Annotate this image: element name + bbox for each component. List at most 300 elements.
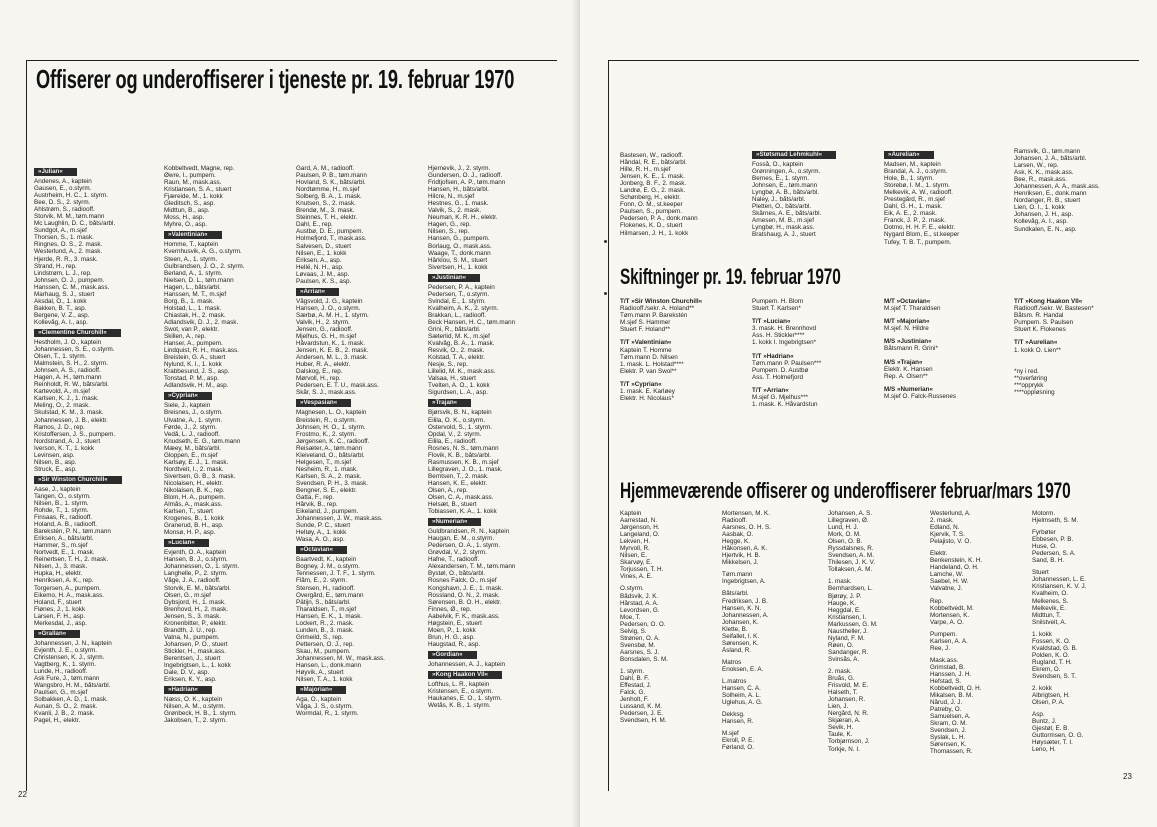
crew-entry: Pagel, H., elektr. xyxy=(34,717,81,725)
crew-entry: Pedersen, P. A., donk.mann xyxy=(620,215,698,223)
crew-entry: Jakobsen, T., 2. styrm. xyxy=(164,717,227,725)
crew-entry: Brun, H. G., asp. xyxy=(428,633,475,641)
crew-entry: Barekstén, P. N., tøm.mann xyxy=(34,528,111,536)
crew-entry: Moss, H., asp. xyxy=(164,214,205,222)
crew-entry: Torgersen, A., pumpem. xyxy=(34,584,101,592)
crew-entry: Fosså, O., kaptein xyxy=(752,161,804,168)
crew-entry: Strønen, O. A. xyxy=(620,634,660,642)
crew-entry: Rosnes Falck, O., m.sjef xyxy=(428,577,497,585)
crew-entry: Grøvdal, V., 2. styrm. xyxy=(428,549,487,557)
crew-entry: Bernhardsen, L. xyxy=(828,585,873,593)
ship-name-banner: »Kong Haakon VII« xyxy=(428,671,502,679)
crew-entry: Stuert xyxy=(1032,569,1049,577)
ship-name-banner: »Clementine Churchill« xyxy=(34,329,121,337)
crew-entry: Finsaas, R., radiooff. xyxy=(34,514,92,522)
crew-entry: Eriksen, A., asp. xyxy=(296,256,342,264)
crew-entry: Hole, B., 1. styrm. xyxy=(884,175,935,183)
crew-entry: Grønbeck, H. B., 1. styrm. xyxy=(164,710,237,718)
crew-entry: Hansen, K. N. xyxy=(722,604,762,612)
crew-entry: Bee, D. S., 2. styrm. xyxy=(34,199,91,207)
crew-entry: Tennessen, J. T. F., 1. styrm. xyxy=(296,570,376,578)
ship-name-banner: »Sir Winston Churchill« xyxy=(34,476,122,484)
crew-entry: Levinsen, asp. xyxy=(34,451,75,459)
crew-entry: Hanssen, M. T., m.sjef xyxy=(164,290,227,298)
crew-entry: Olsen, P. A. xyxy=(1032,699,1065,707)
crew-entry: Hellé, N. H., asp. xyxy=(296,263,344,271)
crew-entry: Kristoffersen, J. S., pumpem. xyxy=(34,430,116,438)
crew-entry: M.sjef O. Falck-Russenes xyxy=(884,392,957,400)
ship-heading: T/T »Sir Winston Churchill« xyxy=(620,298,703,305)
crew-entry: Kvalvåg, B. A., 1. mask. xyxy=(428,340,495,348)
crew-entry: Mork, O. M. xyxy=(828,531,861,539)
crew-entry: 1. kokk xyxy=(1032,630,1052,638)
crew-entry: Kobbeltvedt, O. H. xyxy=(930,685,982,693)
home-column-1 xyxy=(620,510,720,724)
crew-entry: Karlsen, A. A. xyxy=(930,637,968,645)
ship-name-banner: »Cyprian« xyxy=(164,392,212,400)
crew-entry: Benkenstein, K. H. xyxy=(930,557,983,565)
crew-entry: Bengner, S. E., elektr. xyxy=(296,486,357,494)
crew-entry: **overføring xyxy=(1014,374,1048,382)
crew-entry: Hagen, A. H., tøm.mann xyxy=(34,374,102,382)
crew-entry: Johannessen, J. B., elektr. xyxy=(34,416,108,424)
crew-entry: Ryssdalsnes, R. xyxy=(828,545,874,553)
crew-entry: Ramos, J. D., rep. xyxy=(34,423,85,431)
crew-entry: Aksdal, O., 1. kokk xyxy=(34,297,87,305)
crew-entry: Hagen, L., båts/arbl. xyxy=(164,283,221,291)
crew-entry: Lillelid, M. K., mask.ass. xyxy=(428,368,496,376)
crew-entry: Finnes, Ø., rep. xyxy=(428,605,472,613)
crew-entry: Aarrestad, N. xyxy=(620,517,658,525)
crew-entry: Nicolaisen, H., elektr. xyxy=(164,479,224,487)
crew-entry: Nilsen, B., asp. xyxy=(34,458,77,466)
crew-entry: M.sjef S. Hammer xyxy=(620,319,671,327)
crew-entry: Andersen, M. L., 3. mask. xyxy=(296,354,368,362)
ship-heading: T/T »Hadrian« xyxy=(752,352,794,360)
crew-entry: Solheim, A. L. xyxy=(722,692,761,700)
crew-entry: Nordstrand, A. J., stuert xyxy=(34,437,101,445)
crew-entry: Ingebrigtsen, A. xyxy=(722,578,766,586)
crew-entry: Hammer, S., m.sjef xyxy=(34,542,88,550)
crew-entry: Tollaksen, A. M. xyxy=(828,566,873,574)
crew-entry: Nilsen, E. xyxy=(620,552,647,560)
crew-entry: Halseth, T. xyxy=(828,689,858,697)
crew-entry: Svendsen, J. xyxy=(930,727,967,735)
crew-entry: Våge, J. A., radiooff. xyxy=(164,577,221,585)
crew-entry: Johannessen, M. W., mask.ass. xyxy=(296,655,385,662)
crew-entry: Rossland, O. N., 2. mask. xyxy=(428,591,500,599)
crew-entry: Bjørøy, J. P. xyxy=(828,592,862,600)
crew-entry: Tøm.mann P. Barekstén xyxy=(620,312,688,320)
crew-entry: Mikkelsen, J. xyxy=(722,559,759,567)
crew-entry: Valvatne, J. xyxy=(930,585,963,593)
crew-entry: Tøm.mann xyxy=(722,571,753,579)
crew-entry: Rugland, T. H. xyxy=(1032,658,1072,666)
crew-entry: Bådsvik, J. K. xyxy=(620,592,659,600)
crew-entry: Effestad, J. xyxy=(620,682,652,690)
crew-entry: Kobbeltvedt, Magne, rep. xyxy=(164,165,235,172)
crew-entry: Olsen, G., m.sjef xyxy=(164,591,211,599)
crew-entry: Brendø, M., 3. mask. xyxy=(296,207,355,215)
crew-entry: Nordanger, R. B., stuert xyxy=(1014,197,1081,205)
crew-entry: Eriksen, K. Y., asp. xyxy=(164,676,217,684)
crew-entry: Moe, T. xyxy=(620,613,641,621)
crew-entry: Midttun, T. xyxy=(1032,611,1061,619)
crew-entry: Sivertsen, G. B., 3. mask. xyxy=(164,472,236,480)
crew-entry: Lofthus, L. R., kaptein xyxy=(428,681,490,688)
crew-entry: Bystøl, O., båts/arbl. xyxy=(428,570,486,578)
crew-entry: Nylund, K. I., 1. kokk xyxy=(164,361,222,369)
crew-entry: 1. styrm. xyxy=(620,667,645,675)
crew-entry: Tangen, O., o.styrm. xyxy=(34,492,91,500)
ship-heading: M/S »Trajan« xyxy=(884,358,923,366)
crew-entry: Lekven, H. xyxy=(620,538,651,546)
crew-entry: Polden, K. O. xyxy=(1032,651,1070,659)
crew-entry: Bee, R., mask.ass. xyxy=(1014,176,1067,184)
crew-entry: Høyvik, A., stuert xyxy=(296,669,344,677)
crew-entry: Monsø, H. P., asp. xyxy=(164,529,216,537)
crew-entry: Thorsen, S., 1. mask. xyxy=(34,234,94,242)
crew-entry: Solberg, B. A., 1. mask. xyxy=(296,193,362,201)
crew-entry: Svendsen, S. T. xyxy=(1032,672,1076,680)
crew-entry: 1. mask. K. Håvardstun xyxy=(752,401,818,409)
crew-entry: Jensen, G., radiooff. xyxy=(296,325,353,333)
crew-entry: Nergård, N. R. xyxy=(828,710,869,718)
crew-entry: Helsæt, B., stuert xyxy=(428,501,477,509)
crew-entry: Ulvatne, A., 1. styrm. xyxy=(164,416,223,424)
ship-name-banner: »Grallan« xyxy=(34,630,80,638)
crew-entry: Karlsen, T., stuert xyxy=(164,508,213,516)
crew-entry: Håvardstun, K., 1. mask. xyxy=(296,340,365,348)
crew-entry: Holand, F., stuert xyxy=(34,598,82,606)
crew-entry: 2. kokk xyxy=(1032,685,1052,693)
crew-entry: Resvik, O., 2. mask. xyxy=(428,347,485,355)
crew-entry: Rep. xyxy=(930,597,944,605)
crew-entry: Selvig, S. xyxy=(620,627,647,635)
crew-entry: Nårud, J. J. xyxy=(930,699,963,707)
crew-entry: Aase, J., kaptein xyxy=(34,485,81,493)
crew-entry: Raun, M., mask.ass. xyxy=(164,179,222,187)
crew-entry: Snilstveit, A. xyxy=(1032,618,1067,626)
crew-entry: Grimstad, B. xyxy=(930,663,965,671)
crew-entry: Breistein, G. A., stuert xyxy=(164,354,226,362)
home-column-3 xyxy=(828,510,928,753)
crew-entry: Åsland, R. xyxy=(722,646,752,654)
crew-entry: Hupka, H., elektr. xyxy=(34,570,83,578)
crew-entry: Frostmo, K., 2. styrm. xyxy=(296,430,357,438)
crew-entry: Bergene, V. Z., asp. xyxy=(34,311,90,319)
crew-entry: Westerlund, A. xyxy=(930,510,971,517)
crew-entry: Lillegraven, J. O., 1. mask. xyxy=(428,465,503,473)
crew-entry: Levordsen, G. xyxy=(620,606,660,614)
crew-entry: M.sjef. N. Hildre xyxy=(884,325,929,333)
crew-entry: Solbakken, A. D., 1. mask. xyxy=(34,696,108,704)
crew-entry: Fyrbøter xyxy=(1032,529,1056,537)
crew-entry: Kobbeltvedt, M. xyxy=(930,604,974,612)
ship-name-banner: »Aurelian« xyxy=(884,151,934,159)
crew-entry: Westerlund, A., 2. mask. xyxy=(34,248,103,256)
ship-name-banner: »Trajan« xyxy=(428,399,471,407)
crew-entry: Knutsen, S., 2. mask. xyxy=(296,200,356,208)
crew-entry: Knudseth, E. G., tøm.mann xyxy=(164,437,241,445)
crew-entry: Øwre, I., pumpem. xyxy=(164,172,216,180)
crew-entry: Sørensen, K. xyxy=(722,639,759,647)
crew-entry: Rep. A. Olsen** xyxy=(884,372,928,380)
crew-entry: Patreby, O. xyxy=(930,706,962,714)
crew-entry: Grimeild, S., rep. xyxy=(296,633,344,641)
crew-entry: Hansen, B. J., o.styrm. xyxy=(164,556,228,564)
crew-entry: Svensbø, M. xyxy=(620,641,656,649)
crew-entry: Kvernhusvik, A. G., o.styrm. xyxy=(164,248,242,256)
crew-entry: Lyngbø, A. B., båts/arbl. xyxy=(752,189,819,197)
crew-entry: Nilsen, B., 1. styrm. xyxy=(34,499,89,507)
crew-entry: Håkonsen, A. K. xyxy=(722,545,768,553)
crew-entry: Nilsen, E., 1. kokk xyxy=(296,249,347,257)
crew-entry: Reinertsen, T. H., 2. mask. xyxy=(34,556,109,564)
crew-entry: Kristiansen, S. A., stuert xyxy=(164,186,232,194)
ship-name-banner: »Lucian« xyxy=(164,539,209,547)
crew-entry: Alexandersen, T. M., tøm.mann xyxy=(428,563,516,571)
crew-entry: Lillegraven, Ø. xyxy=(828,517,869,525)
ship-name-banner: »Støtsmad Lehmkuhl« xyxy=(752,151,836,159)
crew-entry: 1. mask. xyxy=(828,578,852,586)
ship-name-banner: »Octavian« xyxy=(296,546,347,554)
crew-entry: Merkesdal, J., asp. xyxy=(34,619,87,627)
crew-entry: Homme, T., kaptein xyxy=(164,241,219,249)
crew-entry: Vågsvold, J. G., kaptein xyxy=(296,297,363,305)
ship-name-banner: »Justinian« xyxy=(428,274,480,282)
staff-column-2 xyxy=(164,165,289,724)
crew-entry: Lunden, B., 3. mask. xyxy=(296,626,354,634)
crew-entry: Klette, B. xyxy=(722,625,748,633)
crew-entry: Gjestøl, E. B. xyxy=(1032,725,1070,733)
shift-column-4 xyxy=(1014,298,1144,396)
crew-entry: Ebbesen, P. B. xyxy=(1032,536,1074,544)
shift-column-2 xyxy=(752,298,880,408)
crew-entry: Skram, O. M. xyxy=(930,720,968,728)
crew-entry: Olsen, A., rep. xyxy=(428,486,468,494)
crew-entry: Samuelsen, A. xyxy=(930,713,971,721)
crew-entry: Bakken, B. T., asp. xyxy=(34,304,87,312)
crew-entry: Sæterlid, M. K., m.sjef xyxy=(428,333,490,341)
crew-entry: Syslak, L. H. xyxy=(930,734,966,742)
crew-entry: Dahl, B. F. xyxy=(620,675,650,683)
crew-entry: Taule, K. xyxy=(828,731,853,739)
ship-name-banner: »Valentinian« xyxy=(164,231,222,239)
crew-entry: Valvik, H., 2. styrm. xyxy=(296,318,350,326)
crew-entry: Grønningen, A., o.styrm. xyxy=(752,168,821,176)
crew-entry: Mikalsen, B. M. xyxy=(930,692,974,700)
crew-entry: Båtsm. R. Handal xyxy=(1014,312,1064,320)
crew-entry: Langeland, O. xyxy=(620,531,660,539)
crew-entry: Grini, R., båts/arbl. xyxy=(428,325,481,333)
crew-entry: Ramsvik, G., tøm.mann xyxy=(1014,148,1081,155)
crew-entry: Beck Hansen, H. C., tøm.mann xyxy=(428,318,516,326)
crew-entry: Ree, J. xyxy=(930,644,950,652)
crew-entry: Marhaug, S. J., stuert xyxy=(34,290,95,298)
crew-entry: Torbjørnson, J. xyxy=(828,738,870,746)
crew-entry: Krogenes, B., 1. kokk xyxy=(164,515,224,523)
crew-entry: Vines, A. E. xyxy=(620,573,653,581)
staff-column-3 xyxy=(296,165,424,717)
crew-entry: Sand, B. H. xyxy=(1032,557,1065,565)
crew-entry: L.matros xyxy=(722,677,747,685)
crew-entry: Myrvoll, R. xyxy=(620,545,650,553)
crew-entry: Siele, J., kaptein xyxy=(164,402,211,410)
crew-entry: Dalskog, E., rep. xyxy=(296,368,343,376)
crew-entry: Markussen, G. M. xyxy=(828,620,878,628)
crew-entry: Hansen, R. xyxy=(722,718,754,726)
crew-entry: Hauge, K. xyxy=(828,599,857,607)
crew-entry: 1. mask. L. Holstad**** xyxy=(620,360,684,368)
crew-entry: M.sjef T. Tharaldsen xyxy=(884,305,941,313)
crew-entry: Pumpem. H. Blom xyxy=(752,298,804,305)
staff-column-1 xyxy=(34,165,159,724)
home-title: Hjemmeværende offiserer og underoffiserer februar/mars 1970 xyxy=(620,478,1071,503)
crew-entry: Mæey, M., båts/arbl. xyxy=(164,444,221,452)
crew-entry: Franck, J. P., 2. mask. xyxy=(884,217,946,225)
crew-entry: Chiastak, H., 2. mask. xyxy=(164,311,226,319)
crew-entry: ***opprykk xyxy=(1014,381,1044,389)
crew-entry: Pedersen, T., o.styrm. xyxy=(428,290,490,298)
crew-entry: Gausen, E., o.styrm. xyxy=(34,185,92,193)
crew-entry: Swot, van P., elektr. xyxy=(164,325,219,333)
crew-entry: Mjelhus, G. H., m.sjef xyxy=(296,333,357,341)
crew-entry: Buntz, J. xyxy=(1032,718,1057,726)
crew-entry: Hansen, G., pumpem. xyxy=(428,235,490,243)
crew-entry: Bernes, E., 1. styrm. xyxy=(752,175,810,183)
crew-entry: Kjervik, T. S. xyxy=(930,531,965,539)
crew-entry: Johansen, P. O., stuert xyxy=(164,640,228,648)
crew-entry: Frisvold, M. E. xyxy=(828,682,869,690)
crew-entry: Stuert F. Holand** xyxy=(620,326,671,334)
crew-entry: Lyngbø, H., mask.ass. xyxy=(752,224,815,232)
crew-entry: Kleiveland, O., båts/arbl. xyxy=(296,451,365,459)
crew-entry: Uglehus, A. G. xyxy=(722,699,763,707)
crew-entry: Skjæran, A. xyxy=(828,717,861,725)
crew-entry: Pedersen, P. A., kaptein xyxy=(428,283,495,291)
crew-entry: Motorm. xyxy=(1032,510,1056,517)
crew-entry: Kristiansen, K. V. J. xyxy=(1032,583,1087,591)
crew-entry: Lunde, H., radiooff. xyxy=(34,668,88,675)
crew-entry: Olsen, C. A., mask.ass. xyxy=(428,494,494,502)
crew-entry: Krabbesund, J. S., asp. xyxy=(164,368,230,376)
crew-entry: Hovland, S. K., båts/arbl. xyxy=(296,179,366,187)
binding-mark xyxy=(604,292,607,295)
ship-heading: T/T »Lucian« xyxy=(752,318,791,326)
crew-entry: Løvaas, J. M., asp. xyxy=(296,270,350,278)
crew-entry: Landrø, E. G., 2. mask. xyxy=(620,187,686,195)
crew-entry: Ass. T. Holmefjord xyxy=(752,373,803,381)
crew-entry: Berland, A., 1. styrm. xyxy=(164,269,223,277)
crew-entry: Mortensen, M. K. xyxy=(722,510,770,517)
crew-entry: Tobiassen, K. A., 1. kokk xyxy=(428,508,497,516)
crew-entry: Prestegård, R., m.sjef xyxy=(884,196,945,204)
crew-entry: Paulsen, P. B., tøm.mann xyxy=(296,172,367,180)
crew-entry: Pedersen, O. A., 1. styrm. xyxy=(428,542,501,550)
crew-entry: 1. mask. E. Karløey xyxy=(620,388,675,396)
crew-entry: Svendsen, H. M. xyxy=(620,717,667,725)
crew-entry: Særbø, A. M. H., 1. styrm. xyxy=(296,311,369,319)
crew-entry: Johnsen, E., tøm.mann xyxy=(752,182,818,190)
crew-entry: Hanssen, C. M., mask.ass. xyxy=(34,283,110,291)
crew-entry: Steen, A., 1. styrm. xyxy=(164,255,218,263)
crew-entry: Pedersen, S. A. xyxy=(1032,550,1076,558)
shift-column-3 xyxy=(884,298,1012,400)
crew-entry: Hilmarsen, J. H., 1. kokk xyxy=(620,229,689,237)
crew-entry: Skarvøy, E. xyxy=(620,559,653,567)
crew-entry: Hjelmseth, S. M. xyxy=(1032,517,1079,525)
crew-entry: Nilsen, S., rep. xyxy=(428,228,470,236)
crew-entry: Våga, J. S., o.styrm. xyxy=(296,703,353,711)
ship-heading: T/T »Arrian« xyxy=(752,386,789,394)
crew-entry: Vagtberg, K., 1. styrm. xyxy=(34,660,97,668)
crew-entry: Albrigtsen, H. xyxy=(1032,692,1070,700)
crew-entry: Holand, A. B., radiooff. xyxy=(34,521,97,529)
crew-entry: Eikeland, J., pumpem. xyxy=(296,508,359,516)
crew-entry: Gatta, F., rep. xyxy=(296,494,335,502)
crew-entry: Lien, O. I., 1. kokk xyxy=(1014,204,1065,212)
crew-entry: Karlsøy, E. J., 1. mask. xyxy=(164,458,229,466)
crew-entry: Heltøy, A., 1. kokk xyxy=(296,529,347,537)
crew-entry: Tonstad, P. M., asp. xyxy=(164,375,219,383)
crew-entry: Stuert T. Karlsen* xyxy=(752,305,801,313)
crew-entry: Overgård, E., tøm.mann xyxy=(296,591,364,599)
crew-entry: Gloppen, E., m.sjef xyxy=(164,451,218,459)
crew-entry: Stuert K. Flokenes xyxy=(1014,326,1066,334)
crew-entry: Pumpem. xyxy=(930,630,957,638)
crew-entry: Enoksen, E. A. xyxy=(722,665,764,673)
crew-entry: Aasbak, O. xyxy=(722,531,754,539)
crew-entry: Paulsen, K. S., asp. xyxy=(296,277,352,285)
crew-entry: Båts/arbl. xyxy=(722,590,749,598)
crew-entry: Almås, A., mask.ass. xyxy=(164,501,223,509)
crew-entry: Hagen, G., rep. xyxy=(428,221,472,229)
crew-entry: Fredriksen, J. B. xyxy=(722,597,768,605)
crew-entry: Elektr. xyxy=(930,550,948,558)
crew-entry: Handeland, O. H. xyxy=(930,564,979,572)
crew-entry: Johansen, R. xyxy=(828,696,866,704)
crew-entry: Paulsen, S., pumpem. xyxy=(620,208,682,216)
crew-entry: Vedå, L. J., radiooff. xyxy=(164,430,220,438)
crew-entry: Lindquist, R. H., mask.ass. xyxy=(164,347,239,355)
crew-entry: Svinsås, A. xyxy=(828,655,860,663)
crew-entry: Adlandsvik, H. M., asp. xyxy=(164,382,229,390)
crew-entry: Melkevik, A. W., radiooff. xyxy=(884,189,953,197)
crew-entry: Holstad, L., 1. mask. xyxy=(164,304,222,312)
crew-entry: Hanser, A., pumpem. xyxy=(164,340,223,348)
crew-entry: Johannessen, L. E. xyxy=(1032,576,1086,584)
crew-entry: Torkje, N. I. xyxy=(828,745,860,753)
crew-entry: Tøm.mann P. Paulsen*** xyxy=(752,359,822,367)
crew-entry: Henriksen, A. K., rep. xyxy=(34,577,94,585)
crew-entry: Seifallet, I. K. xyxy=(722,632,760,640)
crew-entry: Aunan, S. O., 2. mask. xyxy=(34,703,98,711)
crew-entry: Hjertvik, H. B. xyxy=(722,552,761,560)
crew-entry: Sigurdsen, L. A., asp. xyxy=(428,389,488,397)
crew-entry: Granerud, B. H., asp. xyxy=(164,522,224,530)
crew-entry: Hestholm, J. O., kaptein xyxy=(34,338,102,346)
crew-entry: Thomassen, R. xyxy=(930,748,973,756)
crew-entry: Eikemo, H. A., mask.ass. xyxy=(34,591,104,599)
crew-entry: Pletten, O., båts/arbl. xyxy=(752,203,812,211)
crew-entry: Vatna, N., pumpem. xyxy=(164,633,220,641)
crew-entry: Radiooff./sekr. A. Holand** xyxy=(620,305,695,313)
crew-entry: Iverson, K. T., 1. kokk xyxy=(34,444,95,452)
crew-entry: Dekksg. xyxy=(722,711,745,719)
crew-entry: Paulsen, G., m.sjef xyxy=(34,689,88,697)
crew-entry: Kronenbitter, P., elektr. xyxy=(164,619,227,627)
